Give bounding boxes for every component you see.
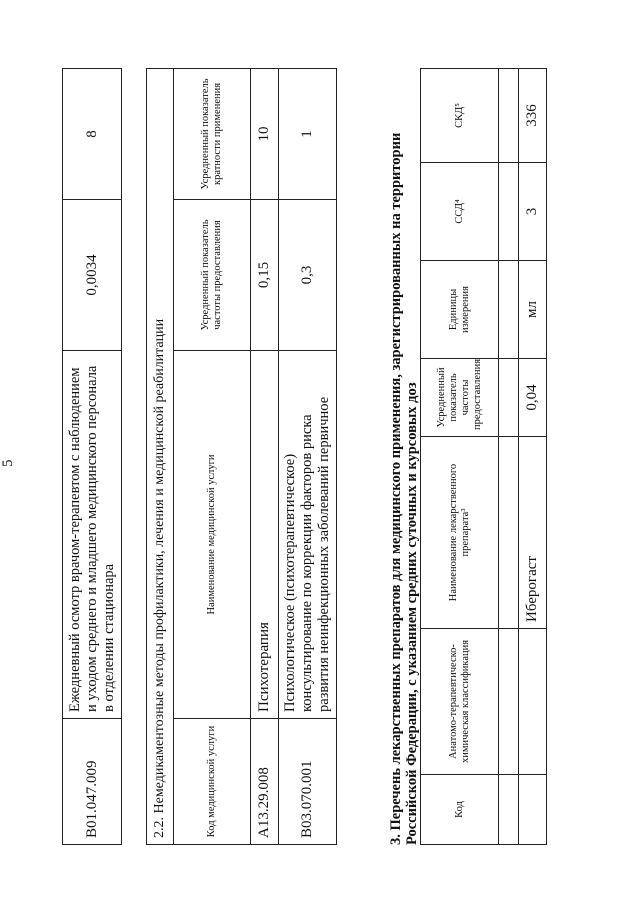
header-multiplicity: Усредненный показатель кратности применения [174, 68, 251, 199]
unit-cell [499, 261, 519, 359]
atc-cell [519, 629, 547, 775]
drugs-table [420, 68, 547, 845]
service-name: Психологическое (психотерапевтическое) консультирование по коррекции факторов риска развития неинфекционных заболеваний первичное [279, 351, 337, 719]
header-code: Код медицинской услуги [174, 719, 251, 845]
code-cell [519, 775, 547, 845]
service-name: Психотерапия [251, 351, 279, 719]
sdd-cell: 3 [519, 163, 547, 261]
service-code: B01.047.009 [63, 719, 122, 845]
header-code: Код [421, 775, 499, 845]
header-row [174, 68, 251, 844]
header-name: Наименование медицинской услуги [174, 351, 251, 719]
header-sdd: ССД⁴ [421, 163, 499, 261]
services-table-continued [62, 68, 122, 845]
non-drug-methods-table [146, 68, 337, 845]
sdd-cell [499, 163, 519, 261]
code-cell [499, 775, 519, 845]
page-number: 5 [0, 459, 16, 467]
frequency-value: 0,15 [251, 200, 279, 351]
table-row [251, 68, 279, 844]
table-row [519, 69, 547, 845]
service-name: Ежедневный осмотр врачом-терапевтом с наблюдением и уходом среднего и младшего медицинского персонала в отделении стационара [63, 351, 122, 719]
drug-cell [499, 437, 519, 629]
header-skd: СКД⁵ [421, 69, 499, 163]
multiplicity-value: 8 [63, 69, 122, 200]
header-unit: Единицы измерения [421, 261, 499, 359]
frequency-cell [499, 359, 519, 437]
header-frequency: Усредненный показатель частоты предоставления [421, 359, 499, 437]
unit-cell: мл [519, 261, 547, 359]
skd-cell [499, 69, 519, 163]
header-atc: Анатомо-терапевтическо-химическая классификация [421, 629, 499, 775]
frequency-value: 0,3 [279, 200, 337, 351]
atc-cell [499, 629, 519, 775]
section-3-title: 3. Перечень лекарственных препаратов для медицинского применения, зарегистрированных на территории Российской Федерации, с указанием средних суточных и курсовых доз [388, 132, 420, 845]
table-row [63, 69, 122, 845]
table-row [499, 69, 519, 845]
table-row [279, 68, 337, 844]
section-row [147, 68, 174, 844]
header-drug: Наименование лекарственного препарата³ [421, 437, 499, 629]
header-row [421, 69, 499, 845]
drug-cell: Иберогаст [519, 437, 547, 629]
frequency-cell: 0,04 [519, 359, 547, 437]
frequency-value: 0,0034 [63, 200, 122, 351]
service-code: A13.29.008 [251, 719, 279, 845]
header-frequency: Усредненный показатель частоты предоставления [174, 200, 251, 351]
section-title: 2.2. Немедикаментозные методы профилактики, лечения и медицинской реабилитации [147, 68, 174, 844]
skd-cell: 336 [519, 69, 547, 163]
service-code: B03.070.001 [279, 719, 337, 845]
multiplicity-value: 1 [279, 68, 337, 199]
multiplicity-value: 10 [251, 68, 279, 199]
